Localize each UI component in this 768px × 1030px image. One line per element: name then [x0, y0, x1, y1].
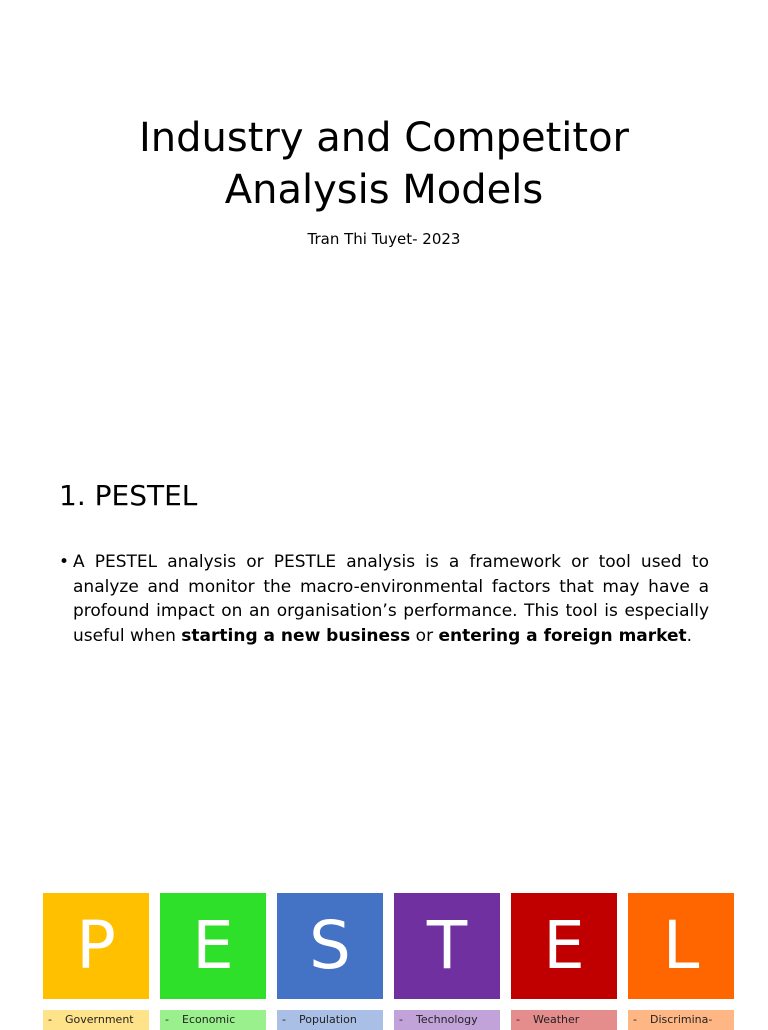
slide-subtitle: Tran Thi Tuyet- 2023 — [307, 230, 461, 248]
bullet-icon: • — [59, 552, 70, 572]
factor-label: Weather — [533, 1013, 580, 1026]
pestel-factor-tag — [511, 1010, 617, 1030]
factor-label: Population — [299, 1013, 357, 1026]
factor-dash: - — [516, 1013, 520, 1026]
pestel-diagram — [43, 893, 734, 1024]
bullet-point — [59, 550, 709, 648]
pestel-letter-tile: T — [394, 893, 500, 999]
text-run: or — [410, 625, 439, 646]
pestel-factor-tag — [43, 1010, 149, 1030]
pestel-letter-tile: E — [511, 893, 617, 999]
factor-label: Discrimina- — [650, 1013, 713, 1026]
bold-text-run: starting a new business — [181, 625, 411, 646]
text-run: . — [686, 625, 693, 646]
factor-dash: - — [282, 1013, 286, 1026]
factor-dash: - — [399, 1013, 403, 1026]
pestel-letter-tile: L — [628, 893, 734, 999]
pestel-letter-tile: S — [277, 893, 383, 999]
factor-dash: - — [48, 1013, 52, 1026]
text-run: A PESTEL analysis or PESTLE analysis is a framework or tool used to analyze and monitor the macro-environmental factors that may have a profound impact on an organisation’s performance. This tool is especially useful when — [73, 552, 709, 646]
pestel-factor-tag — [160, 1010, 266, 1030]
factor-dash: - — [633, 1013, 637, 1026]
pestel-factor-tag — [394, 1010, 500, 1030]
pestel-factor-tag — [628, 1010, 734, 1030]
pestel-letter-tile: E — [160, 893, 266, 999]
slide-title — [0, 112, 768, 216]
slide-title-line-1: Industry and Competitor — [139, 115, 629, 161]
pestel-slide — [0, 440, 768, 1024]
factor-label: Technology — [416, 1013, 478, 1026]
factor-label: Government — [65, 1013, 134, 1026]
factor-label: Economic — [182, 1013, 236, 1026]
factor-dash: - — [165, 1013, 169, 1026]
bold-text-run: entering a foreign market — [438, 625, 687, 646]
section-heading: 1. PESTEL — [59, 479, 198, 512]
pestel-factor-tag — [277, 1010, 383, 1030]
slide-title-line-2: Analysis Models — [224, 167, 544, 213]
bullet-paragraph — [73, 550, 709, 648]
title-slide — [0, 0, 768, 440]
pestel-letter-tile: P — [43, 893, 149, 999]
